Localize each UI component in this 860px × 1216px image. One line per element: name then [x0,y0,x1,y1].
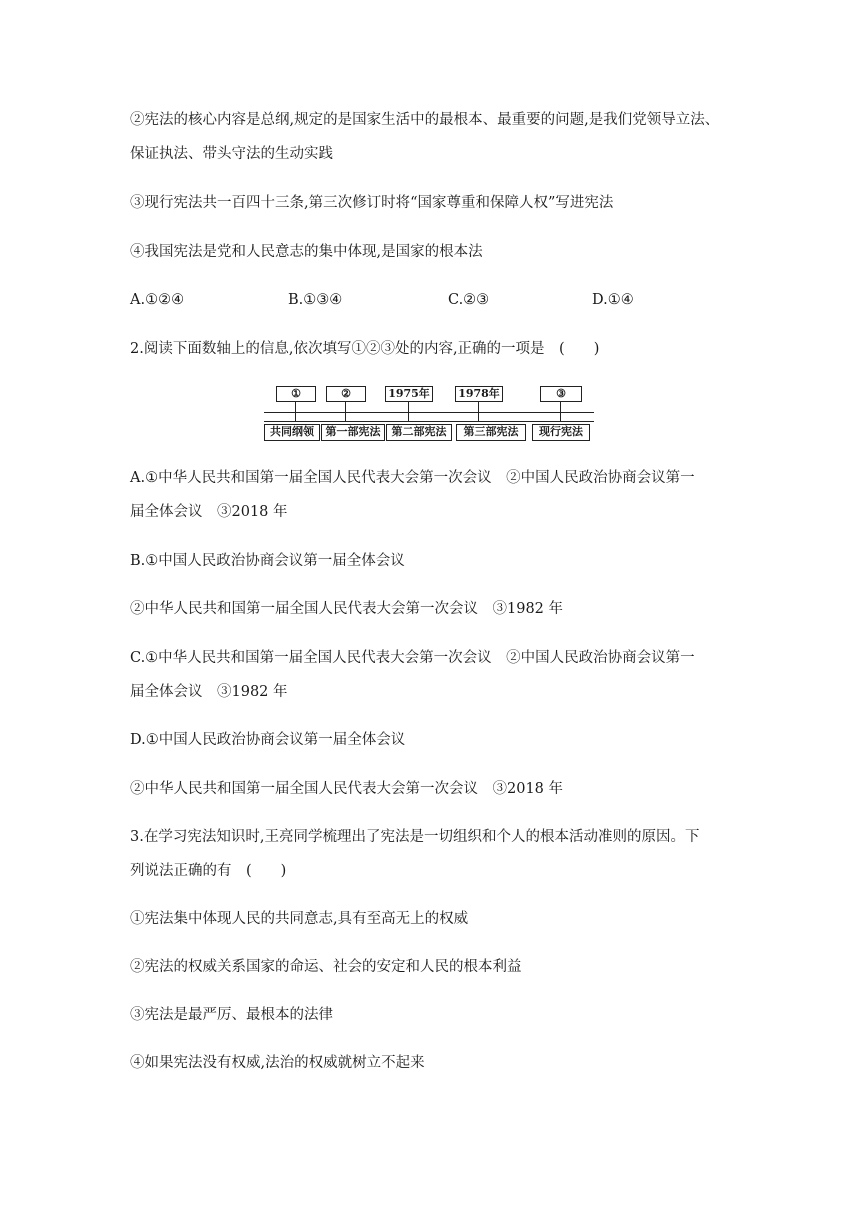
q2-option-c-line1[interactable]: C.①中华人民共和国第一届全国人民代表大会第一次会议 ②中国人民政治协商会议第一 [130,650,695,666]
timeline-stem-1 [295,402,296,421]
q1-item-2-line1: ②宪法的核心内容是总纲,规定的是国家生活中的最根本、最重要的问题,是我们党领导立法、 [130,112,720,128]
q1-item-2-line2: 保证执法、带头守法的生动实践 [130,146,333,162]
timeline-bottom-2: 第一部宪法 [321,424,385,441]
q2-option-d-line2[interactable]: ②中华人民共和国第一届全国人民代表大会第一次会议 ③2018 年 [130,781,564,797]
q1-option-b[interactable]: B.①③④ [288,292,343,308]
q2-option-a-line2[interactable]: 届全体会议 ③2018 年 [130,504,288,520]
timeline-stem-3 [408,402,409,421]
timeline-stem-4 [478,402,479,421]
timeline-top-2: ② [326,386,366,402]
q2-option-a-line1[interactable]: A.①中华人民共和国第一届全国人民代表大会第一次会议 ②中国人民政治协商会议第一 [130,470,695,486]
q1-option-d[interactable]: D.①④ [592,292,634,308]
timeline-stem-2 [345,402,346,421]
q2-option-b-line2[interactable]: ②中华人民共和国第一届全国人民代表大会第一次会议 ③1982 年 [130,601,564,617]
q1-option-a[interactable]: A.①②④ [130,292,185,308]
q2-option-b-line1[interactable]: B.①中国人民政治协商会议第一届全体会议 [130,553,405,569]
q2-stem: 2.阅读下面数轴上的信息,依次填写①②③处的内容,正确的一项是 ( ) [130,341,600,357]
q3-item-3: ③宪法是最严厉、最根本的法律 [130,1007,333,1023]
q1-item-3: ③现行宪法共一百四十三条,第三次修订时将“国家尊重和保障人权”写进宪法 [130,195,614,211]
timeline-axis-upper [264,412,594,413]
q1-option-c[interactable]: C.②③ [448,292,490,308]
q3-stem-line2: 列说法正确的有 ( ) [130,863,287,879]
timeline-bottom-3: 第二部宪法 [386,424,452,441]
q2-option-d-line1[interactable]: D.①中国人民政治协商会议第一届全体会议 [130,732,406,748]
timeline-bottom-5: 现行宪法 [532,424,590,441]
timeline-bottom-4: 第三部宪法 [456,424,526,441]
timeline-top-3: 1975年 [385,386,433,402]
timeline-figure [264,382,594,442]
timeline-top-4: 1978年 [455,386,503,402]
q1-item-4: ④我国宪法是党和人民意志的集中体现,是国家的根本法 [130,244,483,260]
timeline-top-1: ① [276,386,316,402]
q3-item-4: ④如果宪法没有权威,法治的权威就树立不起来 [130,1055,425,1071]
q3-item-1: ①宪法集中体现人民的共同意志,具有至高无上的权威 [130,911,469,927]
timeline-top-5: ③ [540,386,582,402]
q3-stem-line1: 3.在学习宪法知识时,王亮同学梳理出了宪法是一切组织和个人的根本活动准则的原因。下 [130,829,700,845]
timeline-stem-5 [560,402,561,421]
q2-option-c-line2[interactable]: 届全体会议 ③1982 年 [130,684,288,700]
q3-item-2: ②宪法的权威关系国家的命运、社会的安定和人民的根本利益 [130,959,522,975]
timeline-axis-lower [264,421,594,422]
timeline-bottom-1: 共同纲领 [264,424,320,441]
